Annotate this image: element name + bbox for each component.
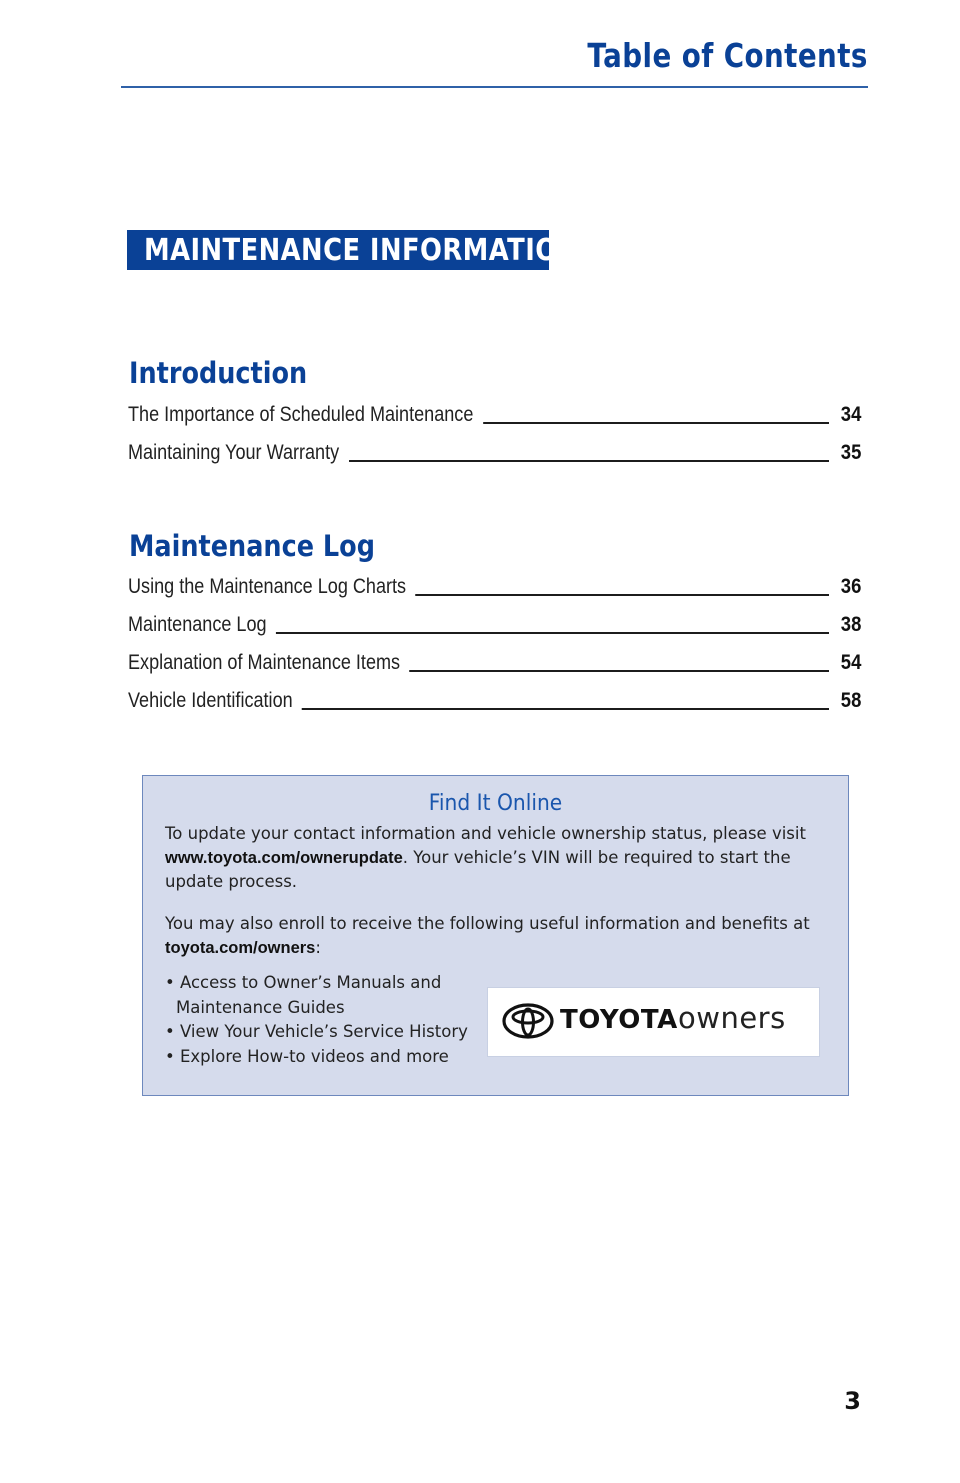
logo-owners-text: owners <box>678 1001 786 1035</box>
toc-entry-label: Maintaining Your Warranty <box>128 441 349 465</box>
toc-entry[interactable] <box>128 437 861 465</box>
toc-entry[interactable] <box>128 647 861 675</box>
find-it-online-panel <box>142 775 849 1096</box>
owners-enroll-text-rest: : <box>315 938 321 957</box>
toc-entry-page: 35 <box>840 441 861 464</box>
toc-entry-label: Explanation of Maintenance Items <box>128 651 410 675</box>
ownerupdate-text-rest: . Your vehicle’s VIN will be required to start the update process. <box>165 848 791 891</box>
ownerupdate-text: To update your contact information and vehicle ownership status, please visit <box>165 824 806 843</box>
toc-entry[interactable] <box>128 609 861 637</box>
toc-entry-label: Maintenance Log <box>128 613 276 637</box>
page-number: 3 <box>844 1387 861 1415</box>
toc-entry-page: 58 <box>840 689 861 712</box>
toc-entry-page: 54 <box>840 651 861 674</box>
toc-group-title-maintenance-log: Maintenance Log <box>129 529 375 563</box>
toc-entry[interactable] <box>128 399 861 427</box>
list-item: • Explore How-to videos and more <box>165 1046 449 1066</box>
toc-entry[interactable] <box>128 571 861 599</box>
benefits-list <box>165 971 485 1069</box>
list-item: • View Your Vehicle’s Service History <box>165 1022 468 1041</box>
header-divider <box>121 86 868 88</box>
logo-brand-text: TOYOTA <box>560 1005 678 1035</box>
toc-entry-page: 38 <box>840 613 861 636</box>
toc-group-title-introduction: Introduction <box>129 356 308 390</box>
toyota-owners-logo <box>487 987 820 1057</box>
toc-entry[interactable] <box>128 685 861 713</box>
page-title: Table of Contents <box>587 36 868 75</box>
section-banner-label: MAINTENANCE INFORMATION <box>144 233 580 268</box>
section-banner <box>127 230 580 270</box>
list-item: • Access to Owner’s Manuals and Maintenance Guides <box>165 973 442 1017</box>
toc-entry-page: 36 <box>840 575 861 598</box>
toc-entry-label: Vehicle Identification <box>128 689 302 713</box>
ownerupdate-link[interactable]: www.toyota.com/ownerupdate <box>165 849 403 867</box>
owners-enroll-paragraph <box>165 912 830 960</box>
owners-enroll-text: You may also enroll to receive the following useful information and beneﬁts at <box>165 914 810 933</box>
toyota-emblem-icon <box>502 1003 554 1039</box>
toc-entry-label: Using the Maintenance Log Charts <box>128 575 416 599</box>
toc-entry-page: 34 <box>840 403 861 426</box>
ownerupdate-paragraph <box>165 822 830 894</box>
owners-link[interactable]: toyota.com/owners <box>165 939 316 957</box>
toc-entry-label: The Importance of Scheduled Maintenance <box>128 403 483 427</box>
find-it-online-title: Find It Online <box>428 791 563 816</box>
